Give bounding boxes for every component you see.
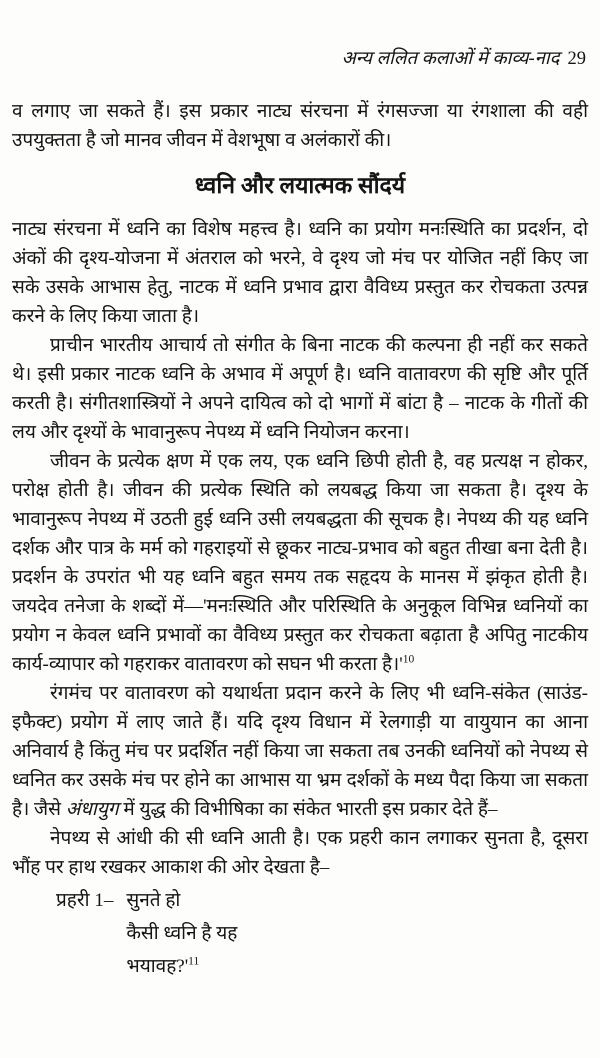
paragraph-sound-effect-text: रंगमंच पर वातावरण को यथार्थता प्रदान करने के लिए भी ध्वनि-संकेत (साउंड-इफैक्ट) प्रयोग में लाए जाते हैं। यदि दृश्य विधान में रेलगाड़ी या वायुयान का आना अनिवार्य है किंतु मंच पर प्रदर्शित नहीं किया जा सकता तब उनकी ध्वनियों को नेपथ्य से ध्वनित कर उसके मंच पर होने का आभास या भ्रम दर्शकों के मध्य पैदा किया जा सकता है। जैसे <box>12 683 588 820</box>
paragraph-nepathya: नेपथ्य से आंधी की सी ध्वनि आती है। एक प्रहरी कान लगाकर सुनता है, दूसरा भौंह पर हाथ रखकर आकाश की ओर देखता है– <box>12 828 588 878</box>
verse-line: कैसी ध्वनि है यह <box>126 923 238 944</box>
paragraph-dhvani: नाट्य संरचना में ध्वनि का विशेष महत्त्व है। ध्वनि का प्रयोग मनःस्थिति का प्रदर्शन, दो अंकों की दृश्य-योजना में अंतराल को भरने, वे दृश्य जो मंच पर योजित नहीं किए जा सके उसके आभास हेतु, नाटक में ध्वनि प्रभाव द्वारा वैविध्य प्रस्तुत कर रोचकता उत्पन्न करने के लिए किया जाता है। <box>12 219 588 327</box>
verse-speaker: प्रहरी 1– <box>56 890 114 911</box>
paragraph-intro: व लगाए जा सकते हैं। इस प्रकार नाट्य संरचना में रंगसज्जा या रंगशाला की वही उपयुक्तता है जो मानव जीवन में वेशभूषा व अलंकारों की। <box>12 101 588 151</box>
verse-line <box>126 950 237 983</box>
paragraph-sound-effect-tail: में युद्ध की विभीषिका का संकेत भारती इस प्रकार देते हैं– <box>118 799 498 820</box>
book-title-andhayug: अंधायुग <box>65 799 119 820</box>
page-number: 29 <box>567 49 586 69</box>
verse-quote <box>56 884 588 983</box>
footnote-ref-10: 10 <box>402 653 415 666</box>
verse-line: सुनते हो <box>126 890 181 911</box>
paragraph-sangeet: प्राचीन भारतीय आचार्य तो संगीत के बिना नाटक की कल्पना ही नहीं कर सकते थे। इसी प्रकार नाटक ध्वनि के अभाव में अपूर्ण है। ध्वनि वातावरण की सृष्टि और पूर्ति करती है। संगीतशास्त्रियों ने अपने दायित्व को दो भागों में बांटा है – नाटक के गीतों की लय और दृश्यों के भावानुरूप नेपथ्य में ध्वनि नियोजन करना। <box>12 335 588 443</box>
paragraph-lay-text: जीवन के प्रत्येक क्षण में एक लय, एक ध्वनि छिपी होती है, वह प्रत्यक्ष न होकर, परोक्ष होती है। जीवन की प्रत्येक स्थिति को लयबद्ध किया जा सकता है। दृश्य के भावानुरूप नेपथ्य में उठती हुई ध्वनि उसी लयबद्धता की सूचक है। नेपथ्य की यह ध्वनि दर्शक और पात्र के मर्म को गहराइयों से छूकर नाट्य-प्रभाव को बहुत तीखा बना देती है। प्रदर्शन के उपरांत भी यह ध्वनि बहुत समय तक सहृदय के मानस में झंकृत होती है। जयदेव तनेजा के शब्दों में—'मनःस्थिति और परिस्थिति के अनुकूल विभिन्न ध्वनियों का प्रयोग न केवल ध्वनि प्रभावों का वैविध्य प्रस्तुत कर रोचकता बढ़ाता है अपितु नाटकीय कार्य-व्यापार को गहराकर वातावरण को सघन भी करता है।' <box>12 451 588 675</box>
verse-lines <box>126 884 237 983</box>
running-header <box>12 46 588 72</box>
chapter-title: अन्य ललित कलाओं में काव्य-नाद <box>341 49 560 69</box>
verse-line-text: भयावह?' <box>126 956 189 977</box>
section-heading: ध्वनि और लयात्मक सौंदर्य <box>194 173 406 198</box>
paragraph-sound-effect <box>12 679 588 824</box>
footnote-ref-11: 11 <box>188 955 200 968</box>
paragraph-lay <box>12 447 588 679</box>
